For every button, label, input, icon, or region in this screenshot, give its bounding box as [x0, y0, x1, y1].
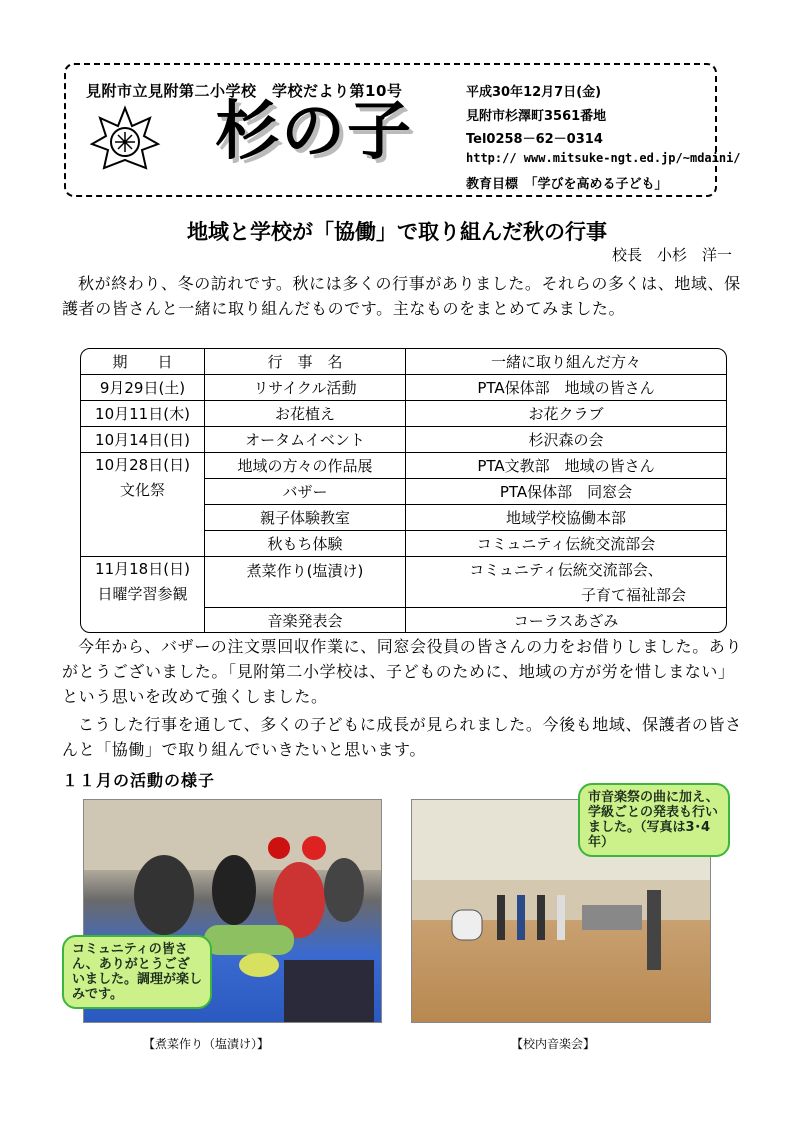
school-url[interactable]: http:// www.mitsuke-ngt.ed.jp/~mdaini/ — [466, 151, 741, 165]
cell-partners: 子育て福祉部会 — [406, 582, 727, 608]
intro-paragraph: 秋が終わり、冬の訪れです。秋には多くの行事がありました。それらの多くは、地域、保護者の皆さんと一緒に取り組んだものです。主なものをまとめてみました。 — [62, 274, 741, 318]
section-title: １１月の活動の様子 — [62, 771, 216, 790]
header-event: 行 事 名 — [205, 349, 406, 375]
cell-partners: PTA保体部 地域の皆さん — [406, 375, 727, 401]
table-header-row — [81, 349, 726, 375]
cell-event: 秋もち体験 — [205, 531, 406, 557]
school-tel: Tel0258－62－0314 — [466, 132, 603, 147]
article-headline: 地域と学校が「協働」で取り組んだ秋の行事 — [187, 220, 607, 244]
table-row — [81, 401, 726, 427]
cell-partners: PTA文教部 地域の皆さん — [406, 453, 727, 479]
cell-event: 親子体験教室 — [205, 505, 406, 531]
cell-partners: コミュニティ伝統交流部会、 — [406, 557, 727, 583]
cell-partners: 杉沢森の会 — [406, 427, 727, 453]
cell-event: 地域の方々の作品展 — [205, 453, 406, 479]
cell-event: リサイクル活動 — [205, 375, 406, 401]
closing-paragraph: こうした行事を通して、多くの子どもに成長が見られました。今後も地域、保護者の皆さんと「協働」で取り組んでいきたいと思います。 — [62, 715, 742, 759]
table-row — [81, 375, 726, 401]
cell-date: 10月11日(木) — [81, 401, 205, 427]
thanks-paragraph: 今年から、バザーの注文票回収作業に、同窓会役員の皆さんの力をお借りしました。ありがとうございました。「見附第二小学校は、子どものために、地域の方が労を惜しまない」という思いを改めて強くしました。 — [62, 637, 743, 706]
newsletter-title: 杉の子 — [215, 95, 413, 169]
cell-partners: コミュニティ伝統交流部会 — [406, 531, 727, 557]
events-table — [80, 348, 727, 633]
cell-date: 11月18日(日) — [95, 560, 190, 578]
education-goal: 教育目標 「学びを高める子ども」 — [466, 177, 668, 192]
cell-date: 9月29日(土) — [81, 375, 205, 401]
issue-date: 平成30年12月7日(金) — [466, 85, 602, 100]
school-emblem-icon — [88, 104, 162, 174]
article-author: 校長 小杉 洋一 — [611, 246, 732, 264]
cell-date: 10月28日(日) — [95, 456, 190, 474]
cell-date-group — [81, 453, 205, 557]
table-row — [81, 453, 726, 479]
school-name: 見附市立見附第二小学校 学校だより第10号 — [86, 82, 403, 100]
table-row — [81, 557, 726, 583]
cell-date-group — [81, 557, 205, 634]
cell-partners: お花クラブ — [406, 401, 727, 427]
table-row — [81, 427, 726, 453]
cell-date-sub: 文化祭 — [119, 481, 165, 499]
cell-event: 煮菜作り(塩漬け) — [205, 557, 406, 608]
cell-partners: コーラスあざみ — [406, 608, 727, 634]
cell-partners: 地域学校協働本部 — [406, 505, 727, 531]
left-photo-caption: 【煮菜作り（塩漬け）】 — [143, 1037, 270, 1051]
cell-date: 10月14日(日) — [81, 427, 205, 453]
header-partners: 一緒に取り組んだ方々 — [406, 349, 727, 375]
cell-event: オータムイベント — [205, 427, 406, 453]
school-address: 見附市杉澤町3561番地 — [466, 109, 607, 124]
cell-date-sub: 日曜学習参観 — [97, 585, 188, 603]
right-photo-caption: 【校内音楽会】 — [511, 1037, 596, 1051]
cell-partners: PTA保体部 同窓会 — [406, 479, 727, 505]
cell-event: バザー — [205, 479, 406, 505]
left-speech-bubble: コミュニティの皆さん、ありがとうございました。調理が楽しみです。 — [62, 935, 212, 1009]
cell-event: お花植え — [205, 401, 406, 427]
cell-event: 音楽発表会 — [205, 608, 406, 634]
right-speech-bubble: 市音楽祭の曲に加え、学級ごとの発表も行いました。（写真は3･4年） — [578, 783, 730, 857]
header-date: 期 日 — [81, 349, 205, 375]
